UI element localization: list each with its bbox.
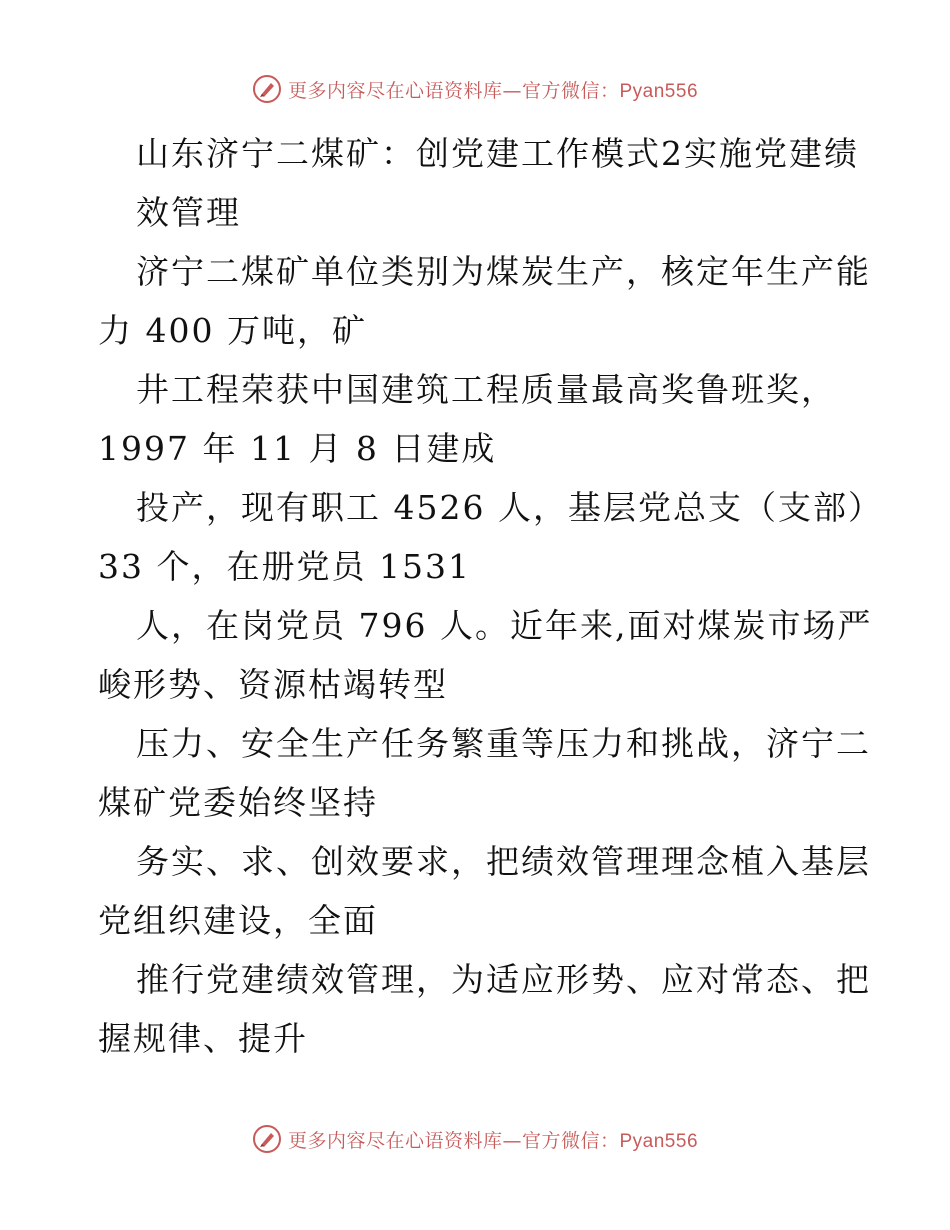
document-body <box>98 124 883 1068</box>
pen-logo-icon <box>252 74 282 104</box>
paragraph-line: 力 400 万吨，矿 <box>98 311 367 350</box>
title-line-1: 山东济宁二煤矿：创党建工作模式2实施党建绩 <box>136 134 859 173</box>
watermark-label: 更多内容尽在心语资料库—官方微信： <box>287 1129 620 1152</box>
watermark-text <box>288 1126 698 1153</box>
watermark-text <box>288 76 698 103</box>
watermark-label: 更多内容尽在心语资料库—官方微信： <box>287 79 620 102</box>
paragraph-line: 务实、求、创效要求，把绩效管理理念植入基层 <box>136 842 871 881</box>
paragraph-line: 投产，现有职工 4526 人，基层党总支（支部） <box>136 488 883 527</box>
paragraph-line: 推行党建绩效管理，为适应形势、应对常态、把 <box>136 960 871 999</box>
paragraph-line: 压力、安全生产任务繁重等压力和挑战，济宁二 <box>136 724 871 763</box>
watermark-id: Pyan556 <box>619 1130 699 1152</box>
paragraph-line: 33 个，在册党员 1531 <box>98 547 471 586</box>
paragraph-line: 济宁二煤矿单位类别为煤炭生产，核定年生产能 <box>136 252 871 291</box>
paragraph-line: 1997 年 11 月 8 日建成 <box>98 429 497 468</box>
title-line-2: 效管理 <box>136 193 241 232</box>
paragraph-line: 井工程荣获中国建筑工程质量最高奖鲁班奖， <box>136 370 836 409</box>
watermark-id: Pyan556 <box>619 80 699 102</box>
paragraph-line: 人，在岗党员 796 人。近年来,面对煤炭市场严 <box>136 606 873 645</box>
paragraph-line: 峻形势、资源枯竭转型 <box>98 665 448 704</box>
paragraph-line: 煤矿党委始终坚持 <box>98 783 378 822</box>
footer-watermark <box>0 1124 950 1154</box>
paragraph-line: 握规律、提升 <box>98 1019 308 1058</box>
paragraph-line: 党组织建设，全面 <box>98 901 378 940</box>
header-watermark <box>0 74 950 104</box>
pen-logo-icon <box>252 1124 282 1154</box>
